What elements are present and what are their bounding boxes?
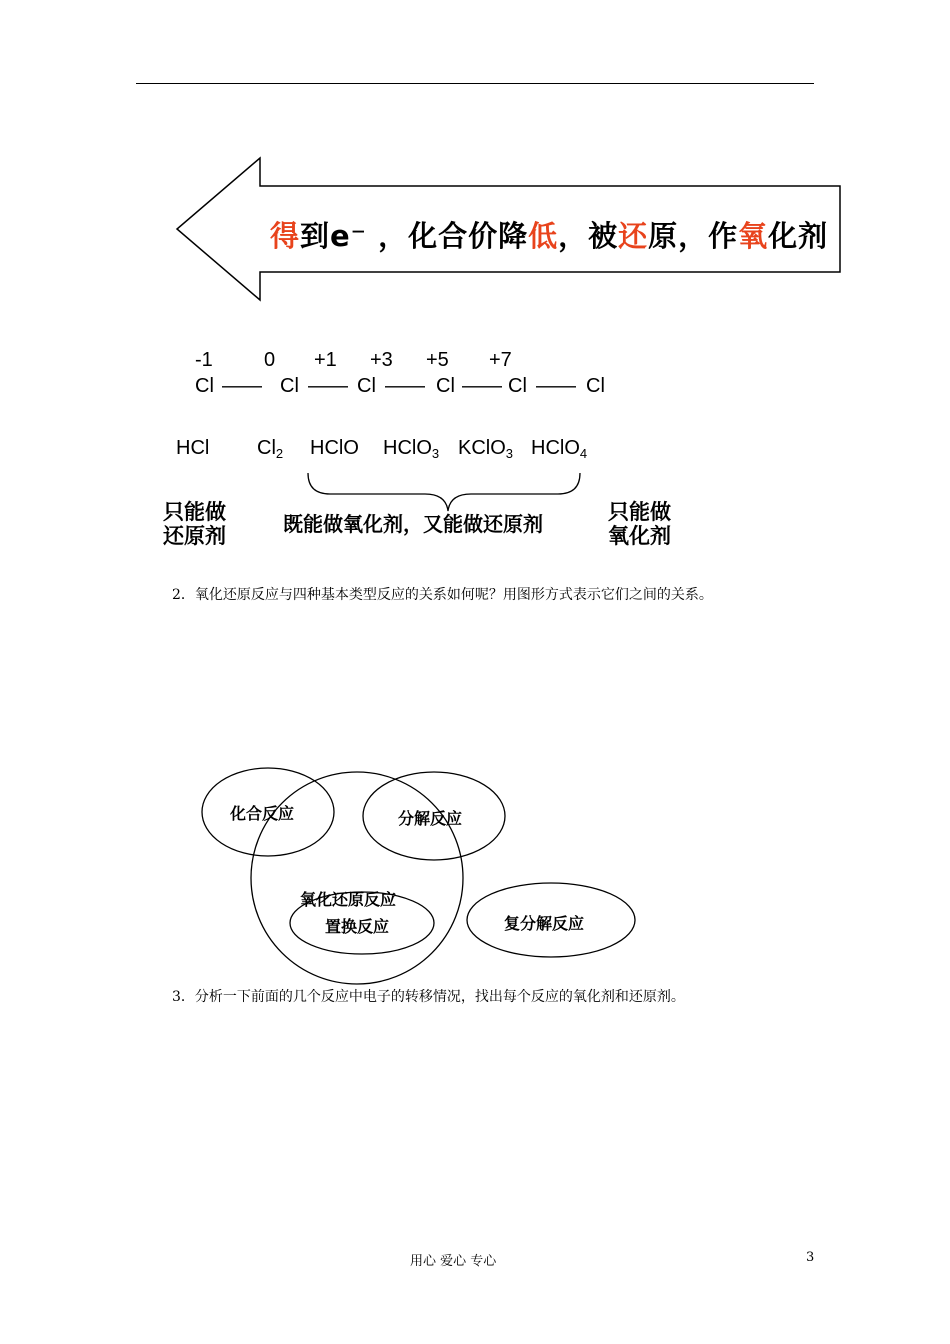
oxidation-state: +1 [314,349,337,371]
chain-dash: —— [462,375,502,397]
caption-text: 到e⁻ ，化合价降 [300,219,529,253]
oxidation-state: +5 [426,349,449,371]
oxidation-state: +3 [370,349,393,371]
label-oxidizer-only: 只能做 氧化剂 [608,500,671,548]
label-both: 既能做氧化剂，又能做还原剂 [283,512,543,536]
chain-cl: Cl [436,375,455,397]
chain-cl: Cl [280,375,299,397]
footer-slogan: 用心 爱心 专心 [410,1254,497,1269]
venn-double-decomposition-label: 复分解反应 [504,914,585,933]
species-formula: KClO$_3$ [458,437,514,461]
venn-decomposition-label: 分解反应 [398,809,463,828]
chain-cl: Cl [508,375,527,397]
caption-text: 化剂 [768,219,829,253]
chain-cl: Cl [195,375,214,397]
species-formula: HCl [176,437,210,459]
oxidation-state: +7 [489,349,512,371]
venn-combination-label: 化合反应 [230,804,295,823]
species-formula: HClO$_3$ [383,437,440,461]
venn-displacement-label: 置换反应 [325,917,390,936]
species-formula: HClO [310,437,359,459]
oxidation-state: 0 [264,349,276,371]
chain-dash: —— [308,375,348,397]
red-char-di: 低 [528,219,559,253]
red-char-yang: 氧 [738,219,769,253]
label-reducer-only: 只能做 还原剂 [163,500,226,548]
oxidation-state: -1 [195,349,213,371]
caption-text: 原，作 [648,219,739,253]
species-formula: $Cl_2$ [257,437,284,461]
arrow-caption [270,214,828,255]
chain-cl: Cl [357,375,376,397]
caption-text: ，被 [558,219,619,253]
venn-redox-label: 氧化还原反应 [300,890,397,909]
question-3: 3．分析一下前面的几个反应中电子的转移情况，找出每个反应的氧化剂和还原剂。 [172,989,685,1005]
curly-brace [308,473,580,511]
red-char-huan: 还 [618,219,649,253]
chain-cl: Cl [586,375,605,397]
chain-dash: —— [385,375,425,397]
species-formula: HClO$_4$ [531,437,588,461]
question-2: 2．氧化还原反应与四种基本类型反应的关系如何呢？用图形方式表示它们之间的关系。 [172,587,713,603]
red-char-de: 得 [270,219,301,253]
chain-dash: —— [536,375,576,397]
page-number: 3 [806,1250,815,1265]
chain-dash: —— [222,375,262,397]
